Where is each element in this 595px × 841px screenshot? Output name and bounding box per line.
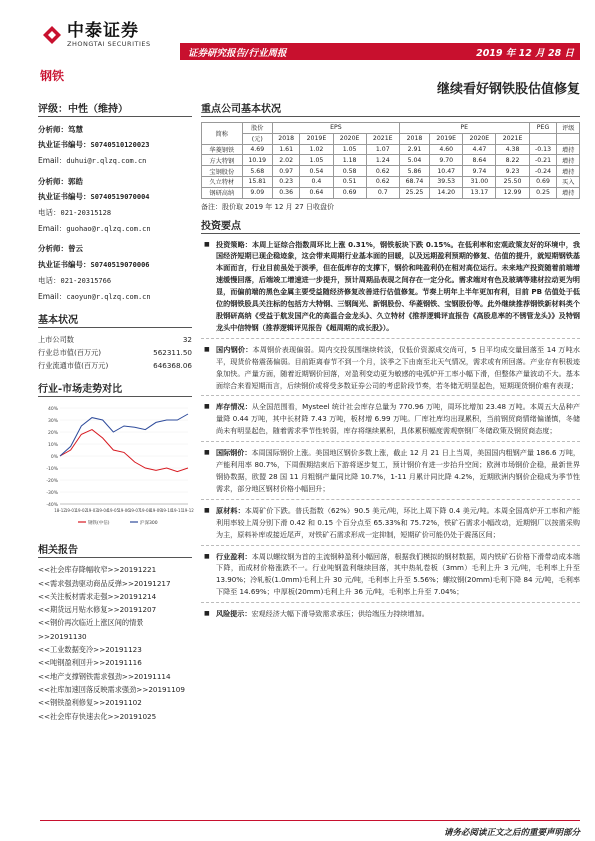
legend-label: 钢铁(中信): [88, 521, 110, 527]
table-cell: 1.05: [300, 155, 333, 166]
table-header-row: [202, 123, 580, 134]
table-header: [529, 133, 557, 144]
analyst-name: 曾云: [68, 244, 83, 254]
related-report-link[interactable]: <<社库加速回落反映需求强劲>>20191109: [38, 684, 185, 694]
related-report-link[interactable]: <<社会库存快速去化>>20191025: [38, 711, 157, 721]
companies-table: [201, 122, 580, 199]
footer-disclaimer: 请务必阅读正文之后的重要声明部分: [443, 828, 580, 838]
related-report-link[interactable]: <<工业数据变冷>>20191123: [38, 645, 142, 655]
table-header-row: [202, 133, 580, 144]
table-cell: 增持: [557, 144, 580, 155]
point-profit: ■ 行业盈利：本周以螺纹钢为首的主流钢种盈利小幅回落，根据我们模拟的钢材数据，周内铁矿石价格下滑带动成本端下降，而成材价格涨跌不一。行业吨钢盈利继续回落，其中热轧卷板（3mm）毛利上升 3 元/吨，毛利率上升至 13.90%；冷轧板(1.0mm)毛利上升 30 元/吨，毛利率上升至 5.56%；螺纹钢(20mm)毛利下降 84 元/吨，毛利率下降至 14.69%；中厚板(20mm)毛利上升 36 元/吨，毛利率上升至 7.04%；: [204, 551, 581, 597]
trend-heading: 行业-市场走势对比: [38, 380, 192, 397]
table-cell: 1.02: [300, 144, 333, 155]
table-header: [557, 133, 580, 144]
x-tick-label: 19-10: [160, 508, 173, 514]
table-header: PEG: [529, 123, 557, 134]
analyst-1-email-line: Email：duhui@r.qlzq.com.cn: [38, 156, 147, 166]
analyst-2-name-line: 分析师：郭皓: [38, 176, 83, 186]
table-header: 简称: [202, 123, 243, 145]
x-tick-label: 18-12: [54, 508, 66, 514]
x-tick-label: 19-05: [107, 508, 120, 514]
table-header: 股价: [242, 123, 272, 134]
table-cell: 0.58: [333, 166, 366, 177]
table-cell: 15.81: [242, 176, 272, 187]
table-header: 评级: [557, 123, 580, 134]
bullet-icon: ■: [204, 610, 210, 618]
table-cell: 0.69: [529, 176, 557, 187]
table-row: [202, 176, 580, 187]
bullet-icon: ■: [204, 449, 210, 457]
point-raw-material: ■ 原材料：本周矿价下跌。普氏指数（62%）90.5 美元/吨，环比上周下降 0.4 美元/吨。本周全国高炉开工率和产能利用率较上周分别下滑 0.42 和 0.15 个百分点至 65.33%和 75.72%，铁矿石需求小幅改动，近期钢厂以按需采购为主，原料补库或接近尾声，对铁矿石需求形成一定抑制，短期矿价可能仍处于震荡区间；: [204, 505, 581, 539]
y-tick-label: -20%: [46, 479, 58, 485]
analyst-2-phone-line: 电话：021-20315128: [38, 208, 112, 218]
logo-icon: [40, 23, 64, 47]
table-cell: 12.99: [496, 187, 529, 198]
table-header: 2021E: [496, 133, 529, 144]
bullet-icon: ■: [204, 552, 210, 560]
trend-chart: [38, 402, 192, 535]
bullet-icon: ■: [204, 345, 210, 353]
analyst-name: 郭皓: [68, 176, 83, 186]
table-row: [202, 187, 580, 198]
table-cell: 0.51: [333, 176, 366, 187]
logo-text-en: ZHONGTAI SECURITIES: [67, 40, 151, 48]
related-report-link[interactable]: <<吨钢盈利回升>>20191116: [38, 658, 142, 668]
analyst-1-cert-line: 执业证书编号：S0740510120023: [38, 140, 150, 150]
related-report-link[interactable]: <<需求强劲驱动商品反弹>>20191217: [38, 578, 171, 588]
table-cell: 10.19: [242, 155, 272, 166]
table-cell: 1.18: [333, 155, 366, 166]
analyst-2-cert-line: 执业证书编号：S0740519070004: [38, 191, 150, 201]
table-cell: 0.69: [333, 187, 366, 198]
table-body: [202, 144, 580, 198]
table-cell: 久立特材: [202, 176, 243, 187]
table-cell: 2.02: [272, 155, 299, 166]
points-heading: 投资要点: [201, 217, 580, 234]
y-tick-label: -10%: [46, 467, 58, 473]
table-cell: 4.47: [463, 144, 496, 155]
table-cell: 68.74: [399, 176, 429, 187]
table-cell: 增持: [557, 187, 580, 198]
analyst-3-phone-line: 电话：021-20315766: [38, 275, 112, 285]
table-cell: 31.00: [463, 176, 496, 187]
table-header: PE: [399, 123, 529, 134]
related-report-link[interactable]: <<钢价再次临近上涨区间的情景>>20191130: [38, 618, 144, 641]
table-cell: 4.69: [242, 144, 272, 155]
x-tick-label: 19-11: [171, 508, 184, 514]
point-inventory: ■ 库存情况：从全国范围看，Mysteel 统计社会库存总量为 770.96 万吨，周环比增加 23.48 万吨。本周五大品种产量降 0.44 万吨，其中长材降 7.43 万吨，板材增 6.99 万吨。厂库社库均出现累积，当前钢贸商情绪偏谨慎，冬储尚未有明显起色，随着需求季节性转弱，库存将继续累积，具体累积幅度需观察钢厂冬储政策及钢贸商态度；: [204, 402, 580, 436]
table-cell: 5.04: [399, 155, 429, 166]
report-type: 证券研究报告/行业周报: [188, 48, 287, 59]
table-header: 2019E: [300, 133, 333, 144]
basic-heading: 基本状况: [38, 311, 192, 328]
table-row: [202, 144, 580, 155]
table-cell: 方大特钢: [202, 155, 243, 166]
related-list: [38, 563, 192, 723]
table-cell: 买入: [557, 176, 580, 187]
table-cell: 0.97: [272, 166, 299, 177]
y-tick-label: 20%: [47, 431, 58, 437]
table-cell: 2.91: [399, 144, 429, 155]
table-cell: 0.36: [272, 187, 299, 198]
analyst-2-email-line: Email：guohao@r.qlzq.com.cn: [38, 224, 151, 234]
series-line-steel: [60, 430, 188, 472]
table-cell: 8.22: [496, 155, 529, 166]
email-link[interactable]: caoyun@r.qlzq.com.cn: [66, 293, 151, 302]
table-cell: 0.4: [300, 176, 333, 187]
x-tick-label: 19-03: [86, 508, 98, 514]
point-strategy: ■ 投资策略：本周上证综合指数周环比上涨 0.31%，钢铁板块下跌 0.15%。在低利率和宏观政策友好的环境中，我国经济短期已现企稳迹象，这会带来周期行业基本面的回暖，以及远期盈利预期的修复、估值的提升，就短期钢铁基本面而言，行业目前虽处于淡季，但在低库存的支撑下，钢价和吨盈利仍在相对高位运行。未来地产投资随着前端增速缓慢回落，后端竣工增速进一步提升，预计周期品表现之间存在一定分化。需求端对有色及玻璃等建材拉动更为明显，而偏前端的黑色金属主要受益随经济修复改善进行估值修复。节奏上明年上半年更加有利，目前 PB 估值处于低位的钢铁股具关注标的包括方大特钢、三钢闽光、新钢股份、华菱钢铁、宝钢股份等。此外继续推荐钢铁新材料类个股钢研高纳《受益于航发国产化的高温合金龙头》、久立特材《推荐逻辑评直报告《高股息率的不锈管龙头》》及特钢龙头中信特钢（推荐逻辑评见报告《超周期的成长股》）。: [204, 239, 580, 332]
table-cell: -0.13: [529, 144, 557, 155]
table-row: [202, 155, 580, 166]
table-cell: 9.23: [496, 166, 529, 177]
y-tick-label: 40%: [47, 407, 58, 413]
x-tick-label: 19-09: [150, 508, 162, 514]
bullet-icon: ■: [204, 403, 210, 411]
sector-label: 钢铁: [40, 69, 65, 83]
table-header: 2019E: [430, 133, 463, 144]
analyst-name: 笃慧: [68, 125, 83, 134]
table-cell: 8.64: [463, 155, 496, 166]
table-header: 2018: [399, 133, 429, 144]
point-intl-price: ■ 国际钢价：本周国际钢价上涨。美国地区钢价多数上涨，截止 12 月 21 日上当周，美国国内粗钢产量 186.6 万吨，产能利用率 80.7%，下周假期结束后下游将逐步复工，预计钢价有进一步抬升空间；欧洲市场钢价企稳，最新世界钢协数据，欧盟 28 国 11 月粗钢产量同比降 10.7%，1-11 月累计同比降 4.2%，近期欧洲内钢价企稳成为季节性需求，部分地区钢材价格小幅回升；: [204, 448, 581, 493]
table-cell: 1.61: [272, 144, 299, 155]
table-cell: 1.05: [333, 144, 366, 155]
table-row: [202, 166, 580, 177]
trend-chart-svg: [38, 402, 192, 535]
table-header: 2020E: [333, 133, 366, 144]
logo-text-cn: 中泰证券: [67, 21, 139, 41]
report-title: 继续看好钢铁股估值修复: [436, 82, 580, 97]
table-cell: 1.24: [366, 155, 399, 166]
bullet-icon: ■: [204, 240, 210, 248]
table-cell: 增持: [557, 166, 580, 177]
table-cell: 9.09: [242, 187, 272, 198]
related-report-link[interactable]: <<钢铁盈利修复>>20191102: [38, 698, 142, 708]
table-cell: 39.53: [430, 176, 463, 187]
x-tick-label: 19-08: [139, 508, 152, 514]
email-link[interactable]: guohao@r.qlzq.com.cn: [66, 225, 151, 234]
table-cell: 0.7: [366, 187, 399, 198]
related-report-link[interactable]: <<社会库存降幅收窄>>20191221: [38, 565, 157, 575]
y-tick-label: 30%: [47, 419, 58, 425]
y-tick-label: 0%: [50, 455, 58, 461]
table-cell: 5.68: [242, 166, 272, 177]
table-header: (元): [242, 133, 272, 144]
analyst-3-email-line: Email：caoyun@r.qlzq.com.cn: [38, 292, 151, 302]
x-tick-label: 19-01: [64, 508, 77, 514]
y-tick-label: 10%: [47, 443, 58, 449]
basic-row: 上市公司数 32: [38, 335, 192, 345]
table-cell: 0.62: [366, 166, 399, 177]
related-report-link[interactable]: <<关注板材需求走强>>20191214: [38, 591, 157, 601]
x-tick-label: 19-04: [96, 508, 109, 514]
rating: 评级：中性（维持）: [38, 100, 192, 117]
table-cell: 钢研高纳: [202, 187, 243, 198]
point-risk: ■ 风险提示：宏观经济大幅下滑导致需求承压；供给端压力持续增加。: [204, 609, 429, 619]
table-cell: 0.54: [300, 166, 333, 177]
x-tick-label: 19-07: [128, 508, 141, 514]
table-cell: -0.21: [529, 155, 557, 166]
table-cell: 1.07: [366, 144, 399, 155]
x-tick-label: 19-02: [75, 508, 88, 514]
basic-row: 行业总市值(百万元) 562311.50: [38, 348, 192, 358]
table-cell: 25.25: [399, 187, 429, 198]
table-header: 2020E: [463, 133, 496, 144]
analyst-3-name-line: 分析师：曾云: [38, 244, 83, 254]
analyst-1-name-line: 分析师：笃慧: [38, 125, 83, 134]
legend-label: 沪深300: [140, 521, 158, 527]
table-cell: 9.74: [463, 166, 496, 177]
table-cell: 5.86: [399, 166, 429, 177]
bullet-icon: ■: [204, 506, 210, 514]
companies-heading: 重点公司基本状况: [201, 100, 580, 117]
left-column: [38, 100, 192, 723]
table-cell: 25.50: [496, 176, 529, 187]
table-cell: 宝钢股份: [202, 166, 243, 177]
x-tick-label: 19-12: [182, 508, 194, 514]
table-cell: 4.60: [430, 144, 463, 155]
table-cell: 0.62: [366, 176, 399, 187]
report-date: 2019 年 12 月 28 日: [476, 48, 574, 59]
related-report-link[interactable]: <<期货远月贴水修复>>20191207: [38, 605, 157, 615]
x-tick-label: 19-06: [118, 508, 130, 514]
table-header: 2021E: [366, 133, 399, 144]
analyst-3-cert-line: 执业证书编号：S0740519070006: [38, 259, 150, 269]
basic-row: 行业流通市值(百万元) 646368.06: [38, 361, 192, 371]
table-cell: 0.25: [529, 187, 557, 198]
right-column: [201, 100, 580, 620]
series-line-hs300: [60, 414, 188, 456]
table-cell: 增持: [557, 155, 580, 166]
table-cell: -0.24: [529, 166, 557, 177]
table-note: 备注：股价取 2019 年 12 月 27 日收盘价: [201, 202, 334, 211]
table-cell: 0.64: [300, 187, 333, 198]
table-header: EPS: [272, 123, 399, 134]
company-logo: [40, 22, 151, 48]
table-header: 2018: [272, 133, 299, 144]
y-tick-label: -30%: [46, 491, 58, 497]
table-cell: 0.23: [272, 176, 299, 187]
y-tick-label: -40%: [46, 503, 58, 509]
related-heading: 相关报告: [38, 541, 192, 558]
point-domestic-price: ■ 国内钢价：本周钢价表现偏弱。周内交投氛围继续转淡，仅低价资源成交尚可，5 日平均成交量回落至 14 万吨水平，现货价格震荡偏弱。目前距离春节不到一个月，淡季之下由南至北天气情况，需求或有所回落。产业存有积极迹象加快。产量方面，随着近期钢价回落，对盈利变动更为敏感的电弧炉开工率小幅下滑，但整体产量波动不大。基本面综合来看短期而言，后续钢价或将受多数证券公司的考虑阶段节奏，若冬储无明显起色，短期现货钢价难有表现；: [204, 344, 581, 390]
table-cell: 华菱钢铁: [202, 144, 243, 155]
report-header-bar: [180, 43, 580, 60]
table-cell: 4.38: [496, 144, 529, 155]
table-cell: 9.70: [430, 155, 463, 166]
related-report-link[interactable]: <<地产支撑钢铁需求强劲>>20191114: [38, 671, 171, 681]
table-cell: 14.20: [430, 187, 463, 198]
table-cell: 10.47: [430, 166, 463, 177]
table-cell: 13.17: [463, 187, 496, 198]
email-link[interactable]: duhui@r.qlzq.com.cn: [66, 157, 147, 166]
